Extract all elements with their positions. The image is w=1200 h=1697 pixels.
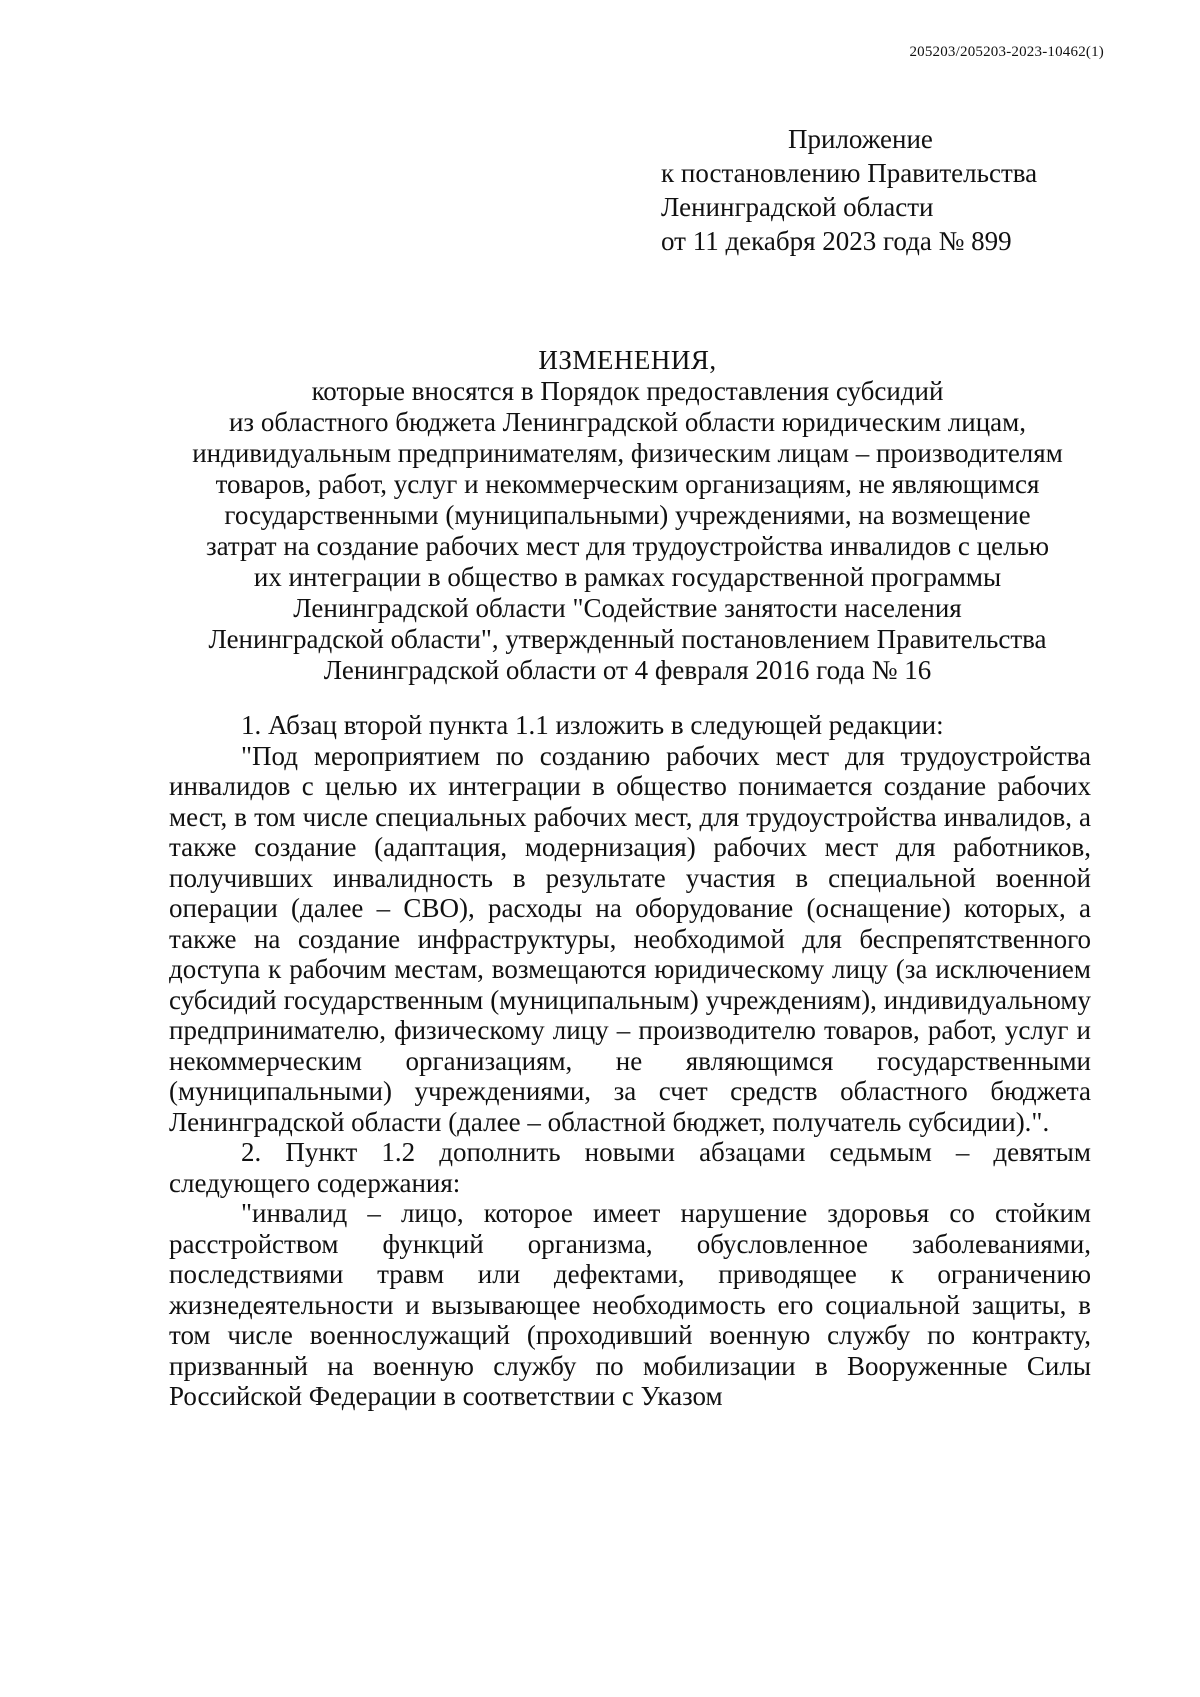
heading-line: их интеграции в общество в рамках государственной программы [253, 562, 1002, 592]
heading-line: товаров, работ, услуг и некоммерческим организациям, не являющимся [215, 469, 1040, 499]
document-registration-number: 205203/205203-2023-10462(1) [909, 44, 1104, 60]
heading-line: которые вносятся в Порядок предоставления субсидий [311, 376, 944, 406]
appendix-line: к постановлению Правительства [661, 158, 1038, 188]
heading-line: Ленинградской области "Содействие занятости населения [293, 593, 962, 623]
appendix-line: Ленинградской области [661, 192, 934, 222]
paragraph-item-2-text: "инвалид – лицо, которое имеет нарушение здоровья со стойким расстройством функций организма, обусловленное заболеваниями, последствиями травм или дефектами, приводящее к ограничению жизнедеятельности и вызывающее необходимость его социальной защиты, в том числе военнослужащий (проходивший военную службу по контракту, призванный на военную службу по мобилизации в Вооруженные Силы Российской Федерации в соответствии с Указом [169, 1198, 1091, 1411]
heading-line: государственными (муниципальными) учреждениями, на возмещение [224, 500, 1031, 530]
heading-line: Ленинградской области", утвержденный постановлением Правительства [208, 624, 1047, 654]
heading-line: индивидуальным предпринимателям, физическим лицам – производителям [192, 438, 1063, 468]
heading-line: Ленинградской области от 4 февраля 2016 года № 16 [323, 655, 932, 685]
paragraph-item-1-text: "Под мероприятием по созданию рабочих мест для трудоустройства инвалидов с целью их интеграции в общество понимается создание рабочих мест, в том числе специальных рабочих мест, для трудоустройства инвалидов, а также создание (адаптация, модернизация) рабочих мест для работников, получивших инвалидность в результате участия в специальной военной операции (далее – СВО), расходы на оборудование (оснащение) которых, а также на создание инфраструктуры, необходимой для беспрепятственного доступа к рабочим местам, возмещаются юридическому лицу (за исключением субсидий государственным (муниципальным) учреждениям), индивидуальному предпринимателю, физическому лицу – производителю товаров, работ, услуг и некоммерческим организациям, не являющимся государственными (муниципальными) учреждениями, за счет средств областного бюджета Ленинградской области (далее – областной бюджет, получатель субсидии).". [169, 740, 1091, 1137]
paragraph-item-1: 1. Абзац второй пункта 1.1 изложить в следующей редакции: [241, 710, 944, 740]
document-heading [160, 345, 1095, 686]
heading-line: затрат на создание рабочих мест для трудоустройства инвалидов с целью [205, 531, 1050, 561]
appendix-line: от 11 декабря 2023 года № 899 [661, 226, 1012, 256]
document-title: ИЗМЕНЕНИЯ, [538, 345, 717, 375]
appendix-label: Приложение [788, 124, 933, 154]
paragraph-item-2: 2. Пункт 1.2 дополнить новыми абзацами седьмым – девятым следующего содержания: [169, 1137, 1091, 1198]
appendix-block [661, 122, 1121, 258]
document-body [169, 710, 1091, 1412]
heading-line: из областного бюджета Ленинградской области юридическим лицам, [228, 407, 1026, 437]
